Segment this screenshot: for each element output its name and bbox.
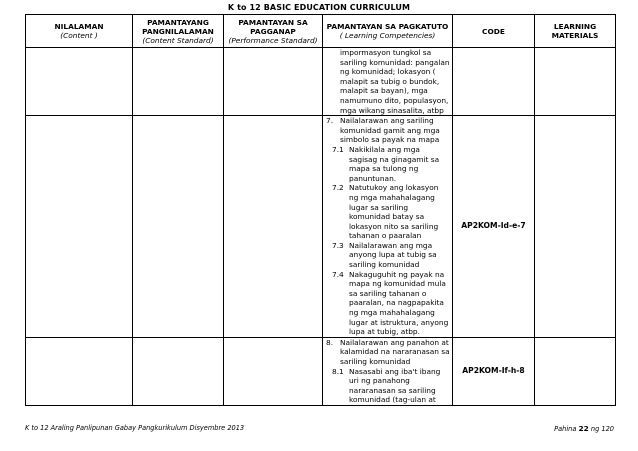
sub-competency-number: 7.4 xyxy=(332,269,344,279)
header-row xyxy=(26,15,616,48)
sub-competency-text: Natutukoy ang lokasyon ng mga mahahalagang lugar sa sariling komunidad batay sa lokasyon nito sa sariling tahanan o paaralan xyxy=(349,183,439,241)
sub-competency-number: 7.2 xyxy=(332,183,344,193)
footer-page-number xyxy=(554,424,614,433)
cell-pagkatuto xyxy=(323,337,453,405)
sub-competency-text: Nakaguguhit ng payak na mapa ng komunidad mula sa sariling tahanan o paaralan, na nagpapakita ng mga mahahalagang lugar at istruktura, anyong lupa at tubig, atbp. xyxy=(349,269,449,337)
sub-competency-item xyxy=(326,145,450,183)
sub-competency-number: 7.3 xyxy=(332,240,344,250)
sub-competency-text: Nailalarawan ang mga anyong lupa at tubig sa sariling komunidad xyxy=(349,240,437,270)
cell-pagganap xyxy=(224,116,323,338)
competency-code: AP2KOM-Id-e-7 xyxy=(453,116,535,338)
sub-competency-number: 8.1 xyxy=(332,366,344,376)
sub-competency-text: Nakikilala ang mga sagisag na ginagamit sa mapa sa tulong ng panuntunan. xyxy=(349,144,440,183)
cell-pagkatuto xyxy=(323,116,453,338)
header-pagganap-sub: (Performance Standard) xyxy=(228,35,318,45)
sub-competency-item xyxy=(326,270,450,337)
competency-text: Nailalarawan ang panahon at kalamidad na nararanasan sa sariling komunidad xyxy=(340,337,450,366)
header-pangnilalaman-title: PAMANTAYANG PANGNILALAMAN xyxy=(142,17,214,36)
header-pagganap xyxy=(224,15,323,48)
cell-nilalaman xyxy=(26,48,133,116)
competency-code: AP2KOM-If-h-8 xyxy=(453,337,535,405)
cell-pangnilalaman xyxy=(133,48,224,116)
sub-competency-text: Nasasabi ang iba't ibang uri ng panahong nararanasan sa sariling komunidad (tag-ulan at xyxy=(349,366,441,405)
header-pagkatuto xyxy=(323,15,453,48)
cell-materials xyxy=(535,337,616,405)
cell-pangnilalaman xyxy=(133,337,224,405)
cell-code xyxy=(453,48,535,116)
header-nilalaman-title: NILALAMAN xyxy=(54,22,104,31)
competency-number: 8. xyxy=(326,337,334,347)
page-word: Pahina xyxy=(554,425,577,433)
header-code-title: CODE xyxy=(482,26,505,36)
header-nilalaman xyxy=(26,15,133,48)
competency-number: 7. xyxy=(326,116,334,126)
cell-materials xyxy=(535,116,616,338)
header-code xyxy=(453,15,535,48)
document-title: K to 12 BASIC EDUCATION CURRICULUM xyxy=(227,3,411,12)
table-row xyxy=(26,337,616,405)
header-pagkatuto-title: PAMANTAYAN SA PAGKATUTO xyxy=(326,22,449,31)
cell-pangnilalaman xyxy=(133,116,224,338)
sub-competency-item xyxy=(326,367,450,405)
page-of-word: ng xyxy=(590,425,600,433)
table-row xyxy=(26,48,616,116)
header-materials xyxy=(535,15,616,48)
cell-materials xyxy=(535,48,616,116)
competency-item xyxy=(326,116,450,145)
competency-item xyxy=(326,338,450,367)
cell-pagganap xyxy=(224,337,323,405)
competency-continuation: impormasyon tungkol sa sariling komunidad: pangalan ng komunidad; lokasyon ( malapit sa tubig o bundok, malapit sa bayan), mga namumuno dito, populasyon, mga wikang sinasalita, atbp xyxy=(340,48,450,115)
table-row xyxy=(26,116,616,338)
header-pangnilalaman xyxy=(133,15,224,48)
curriculum-table xyxy=(25,14,616,406)
header-nilalaman-sub: (Content ) xyxy=(60,31,98,40)
page-total: 120 xyxy=(601,425,614,433)
header-pagganap-title: PAMANTAYAN SA PAGGANAP xyxy=(238,17,308,36)
sub-competency-number: 7.1 xyxy=(332,144,344,154)
cell-pagganap xyxy=(224,48,323,116)
header-pangnilalaman-sub: (Content Standard) xyxy=(142,35,214,45)
header-materials-title: LEARNING MATERIALS xyxy=(551,22,599,40)
header-pagkatuto-sub: ( Learning Competencies) xyxy=(339,31,436,40)
cell-pagkatuto xyxy=(323,48,453,116)
sub-competency-item xyxy=(326,183,450,241)
page-current: 22 xyxy=(578,424,589,433)
cell-nilalaman xyxy=(26,116,133,338)
cell-nilalaman xyxy=(26,337,133,405)
footer-document-name: K to 12 Araling Panlipunan Gabay Pangkurikulum Disyembre 2013 xyxy=(25,424,245,432)
sub-competency-item xyxy=(326,241,450,270)
competency-text: Nailalarawan ang sariling komunidad gamit ang mga simbolo sa payak na mapa xyxy=(340,116,440,145)
